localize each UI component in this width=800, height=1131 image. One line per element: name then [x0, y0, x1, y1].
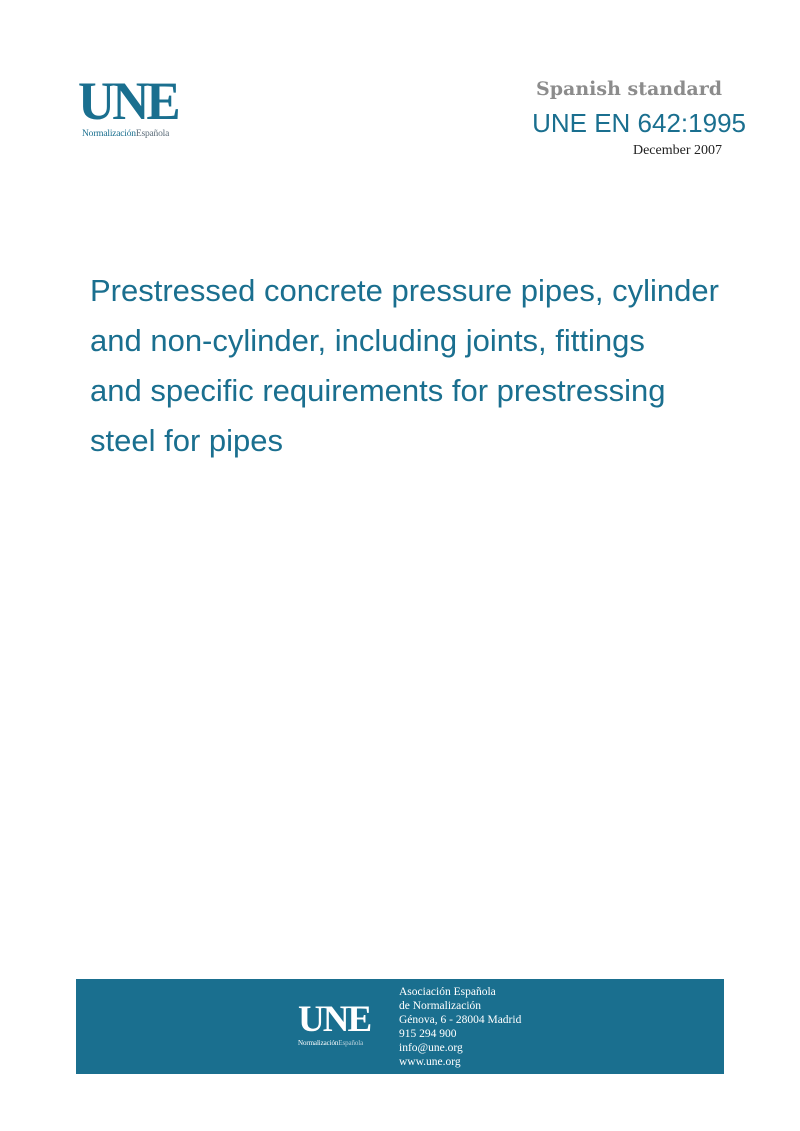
footer-logo-subtitle: NormalizaciónEspañola: [298, 1039, 364, 1047]
publisher-name-line: de Normalización: [399, 1000, 482, 1012]
standard-kind: Spanish standard: [536, 78, 722, 100]
title-line: and non-cylinder, including joints, fittings: [90, 323, 645, 358]
publisher-address: [399, 985, 521, 1069]
une-logo-mark: UNE: [78, 71, 178, 131]
standard-code: UNE EN 642:1995: [532, 108, 746, 138]
title-line: Prestressed concrete pressure pipes, cylinder: [90, 273, 719, 308]
publisher-email-link[interactable]: info@une.org: [399, 1042, 463, 1054]
title-line: steel for pipes: [90, 423, 283, 458]
document-title: [90, 266, 770, 466]
title-line: and specific requirements for prestressing: [90, 373, 666, 408]
footer-logo-mark: UNE: [298, 999, 371, 1040]
publisher-name-line: Asociación Española: [399, 986, 496, 998]
footer-une-logo: [298, 1001, 370, 1047]
une-logo: [78, 71, 198, 144]
publisher-street: Génova, 6 - 28004 Madrid: [399, 1014, 522, 1026]
standard-date: December 2007: [632, 143, 722, 158]
une-logo-subtitle: NormalizaciónEspañola: [82, 129, 170, 139]
publisher-website-link[interactable]: www.une.org: [399, 1056, 461, 1068]
publisher-phone: 915 294 900: [399, 1028, 457, 1040]
publisher-footer: [76, 979, 724, 1074]
